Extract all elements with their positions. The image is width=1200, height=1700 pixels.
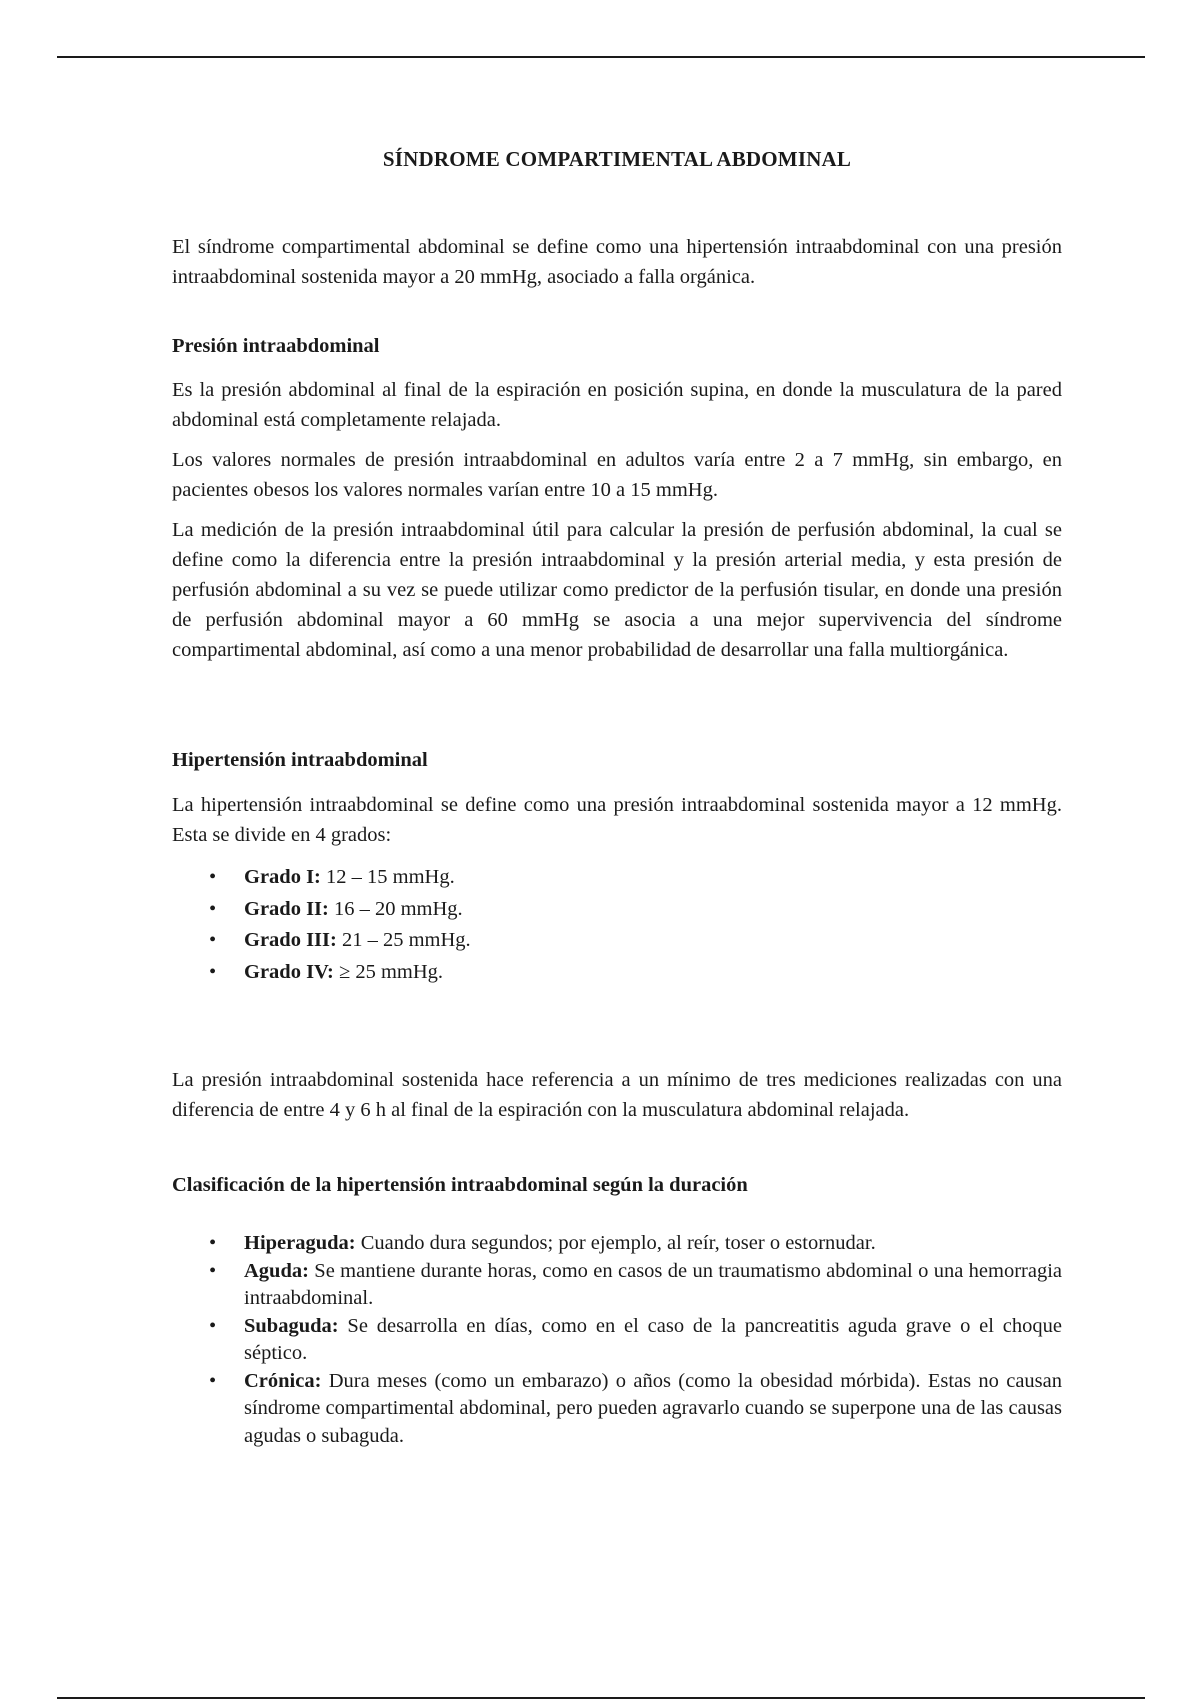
grade-term: Grado IV: — [244, 960, 334, 983]
bullet-icon: • — [209, 1369, 217, 1392]
paragraph-presion-perfusion: La medición de la presión intraabdominal útil para calcular la presión de perfusión abdominal, la cual se define como la diferencia entre la presión intraabdominal y la presión arterial media, y esta presión de perfusión abdominal a su vez se puede utilizar como predictor de la perfusión tisular, en donde una presión de perfusión abdominal mayor a 60 mmHg se asocia a una mejor supervivencia del síndrome compartimental abdominal, así como a una menor probabilidad de desarrollar una falla multiorgánica. — [172, 519, 1062, 661]
heading-clasificacion: Clasificación de la hipertensión intraabdominal según la duración — [172, 1174, 748, 1196]
paragraph-presion-definition: Es la presión abdominal al final de la espiración en posición supina, en donde la musculatura de la pared abdominal está completamente relajada. — [172, 379, 1062, 431]
grade-value: 21 – 25 mmHg. — [336, 929, 471, 951]
list-item — [172, 925, 1062, 957]
list-item — [172, 1313, 1062, 1368]
bullet-icon: • — [209, 929, 217, 951]
duration-description: Dura meses (como un embarazo) o años (como la obesidad mórbida). Estas no causan síndrome compartimental abdominal, pero pueden agravarlo cuando se superpone una de las causas agudas o subaguda. — [244, 1369, 1062, 1447]
grades-list — [172, 862, 1062, 988]
grade-term: Grado II: — [244, 897, 329, 920]
duration-description: Se desarrolla en días, como en el caso de la pancreatitis aguda grave o el choque séptico. — [244, 1314, 1062, 1364]
bullet-icon: • — [209, 960, 217, 983]
heading-presion: Presión intraabdominal — [172, 335, 380, 357]
grade-term: Grado I: — [244, 866, 321, 888]
document-title: SÍNDROME COMPARTIMENTAL ABDOMINAL — [382, 147, 852, 171]
duration-list — [172, 1230, 1062, 1450]
heading-hipertension: Hipertensión intraabdominal — [172, 749, 428, 771]
bullet-icon: • — [209, 1232, 217, 1254]
duration-term: Crónica: — [244, 1369, 322, 1392]
top-rule — [57, 56, 1145, 58]
list-item — [172, 894, 1062, 926]
bullet-icon: • — [209, 1259, 217, 1282]
list-item — [172, 1368, 1062, 1451]
duration-term: Aguda: — [244, 1259, 309, 1282]
list-item — [172, 862, 1062, 894]
grade-value: 12 – 15 mmHg. — [320, 866, 455, 888]
bullet-icon: • — [209, 866, 217, 888]
grade-value: ≥ 25 mmHg. — [333, 960, 444, 983]
duration-description: Se mantiene durante horas, como en casos de un traumatismo abdominal o una hemorragia intraabdominal. — [244, 1259, 1062, 1309]
paragraph-hipertension-definition: La hipertensión intraabdominal se define como una presión intraabdominal sostenida mayor a 12 mmHg. Esta se divide en 4 grados: — [172, 794, 1062, 846]
duration-description: Cuando dura segundos; por ejemplo, al reír, toser o estornudar. — [355, 1232, 876, 1254]
paragraph-presion-normal-values: Los valores normales de presión intraabdominal en adultos varía entre 2 a 7 mmHg, sin embargo, en pacientes obesos los valores normales varían entre 10 a 15 mmHg. — [172, 449, 1062, 501]
duration-term: Hiperaguda: — [244, 1232, 356, 1254]
intro-paragraph: El síndrome compartimental abdominal se define como una hipertensión intraabdominal con una presión intraabdominal sostenida mayor a 20 mmHg, asociado a falla orgánica. — [172, 236, 1062, 288]
bullet-icon: • — [209, 897, 217, 920]
list-item — [172, 1230, 1062, 1258]
paragraph-sustained-pressure-note: La presión intraabdominal sostenida hace referencia a un mínimo de tres mediciones realizadas con una diferencia de entre 4 y 6 h al final de la espiración con la musculatura abdominal relajada. — [172, 1069, 1062, 1121]
duration-term: Subaguda: — [244, 1314, 339, 1337]
bullet-icon: • — [209, 1314, 217, 1337]
list-item — [172, 1258, 1062, 1313]
grade-term: Grado III: — [244, 929, 337, 951]
bottom-rule — [57, 1697, 1145, 1699]
list-item — [172, 957, 1062, 989]
grade-value: 16 – 20 mmHg. — [328, 897, 463, 920]
